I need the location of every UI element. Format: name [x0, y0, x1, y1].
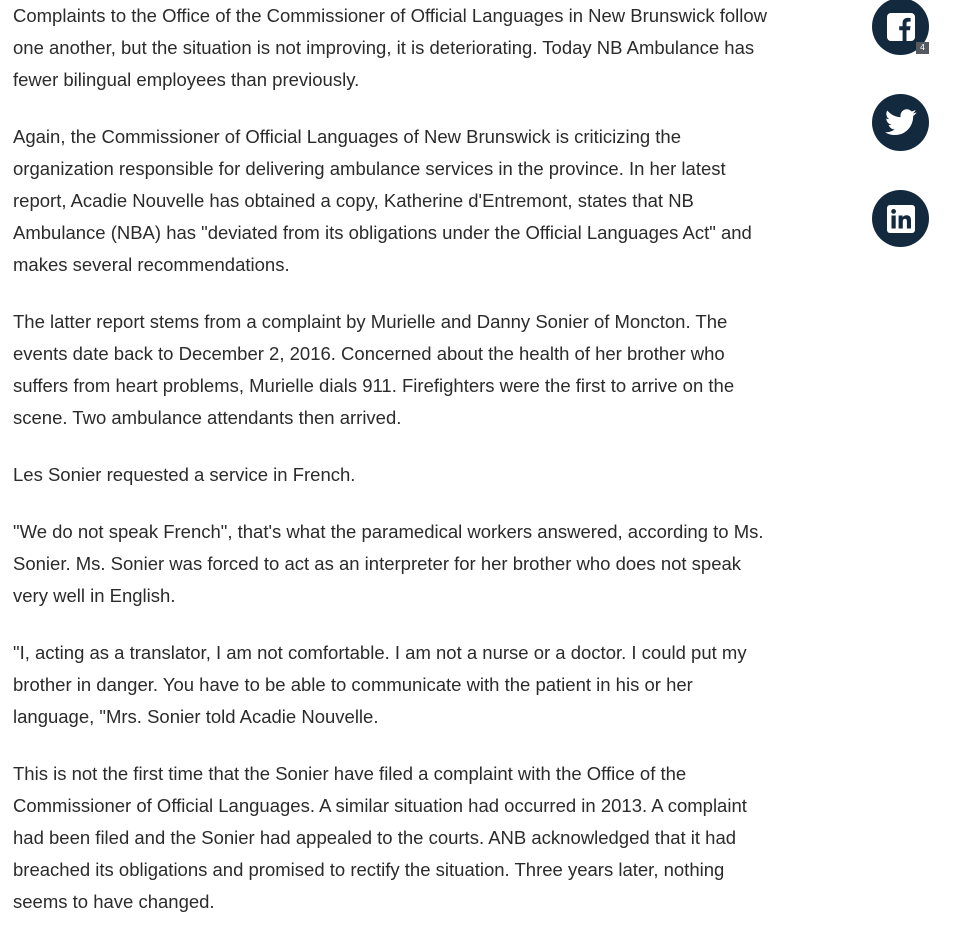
article-paragraph: This is not the first time that the Sonier have filed a complaint with the Office of the Commissioner of Official Languages. A similar situation had occurred in 2013. A complaint had been filed and the Sonier had appealed to the courts. ANB acknowledged that it had breached its obligations and promised to rectify the situation. Three years later, nothing seems to have changed.	[13, 763, 747, 912]
linkedin-share-button[interactable]	[872, 190, 929, 247]
facebook-icon	[886, 12, 916, 42]
article-paragraph: "I, acting as a translator, I am not comfortable. I am not a nurse or a doctor. I could put my brother in danger. You have to be able to communicate with the patient in his or her language, "Mrs. Sonier told Acadie Nouvelle.	[13, 642, 747, 727]
facebook-share-count: 4	[916, 42, 929, 54]
article-paragraph: "We do not speak French", that's what the paramedical workers answered, according to Ms. Sonier. Ms. Sonier was forced to act as an interpreter for her brother who does not speak very well in English.	[13, 521, 764, 606]
article-paragraph: Complaints to the Office of the Commissioner of Official Languages in New Brunswick follow one another, but the situation is not improving, it is deteriorating. Today NB Ambulance has fewer bilingual employees than previously.	[13, 5, 768, 90]
twitter-share-button[interactable]	[872, 94, 929, 151]
article-paragraph: Again, the Commissioner of Official Languages of New Brunswick is criticizing the organization responsible for delivering ambulance services in the province. In her latest report, Acadie Nouvelle has obtained a copy, Katherine d'Entremont, states that NB Ambulance (NBA) has "deviated from its obligations under the Official Languages Act" and makes several recommendations.	[13, 126, 752, 275]
article-paragraph: Les Sonier requested a service in French.	[13, 464, 356, 485]
linkedin-icon	[886, 204, 916, 234]
article-body	[13, 0, 773, 943]
twitter-icon	[885, 109, 917, 136]
article-paragraph: The latter report stems from a complaint by Murielle and Danny Sonier of Moncton. The events date back to December 2, 2016. Concerned about the health of her brother who suffers from heart problems, Murielle dials 911. Firefighters were the first to arrive on the scene. Two ambulance attendants then arrived.	[13, 311, 735, 428]
